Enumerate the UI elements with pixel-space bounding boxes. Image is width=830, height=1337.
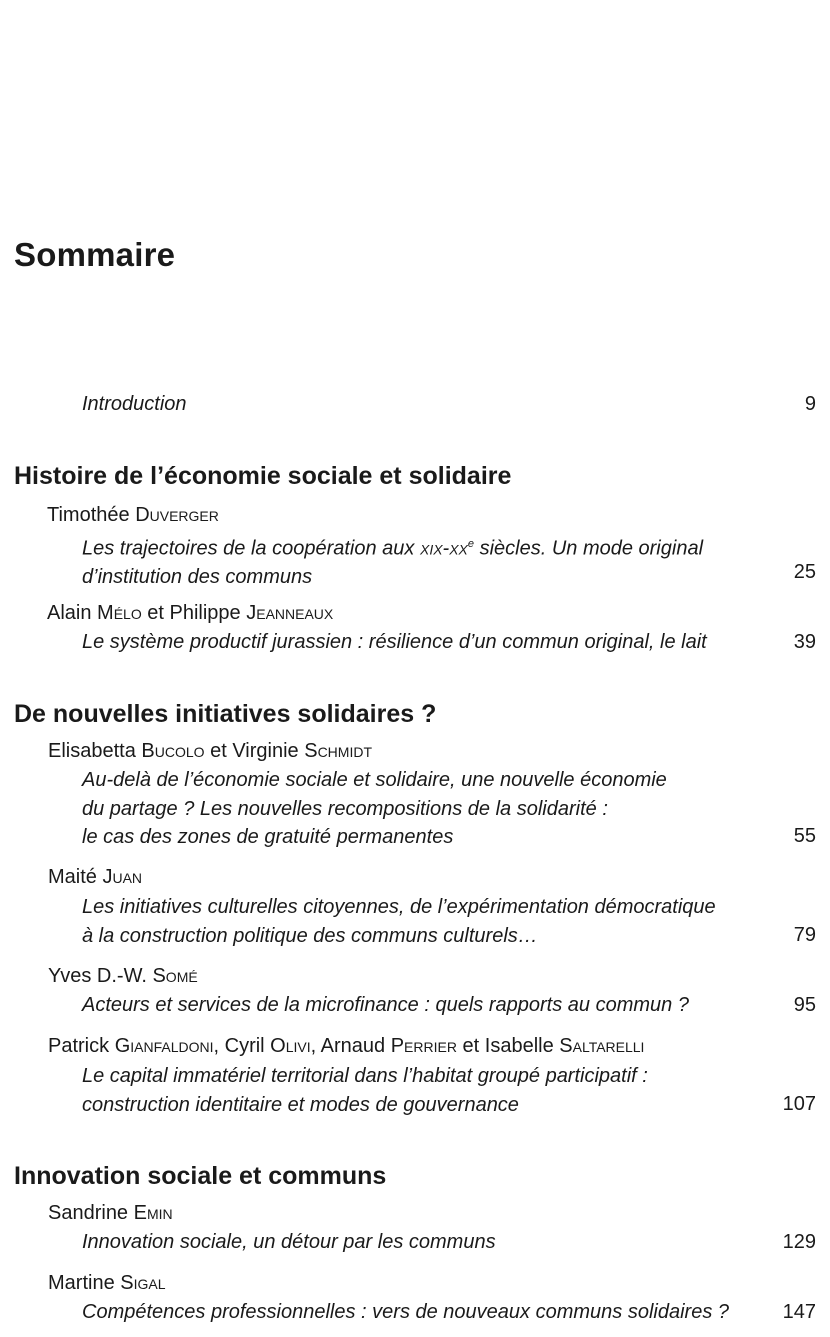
entry-author: Elisabetta Bucolo et Virginie Schmidt <box>48 740 373 762</box>
entry-page: 147 <box>782 1301 816 1323</box>
entry-article[interactable]: Au-delà de l’économie sociale et solidaire, une nouvelle économie du partage ? Les nouvelles recompositions de la solidarité : le cas des zones de gratuité permanentes <box>82 769 667 848</box>
entry-page: 55 <box>793 825 816 847</box>
entry-article[interactable]: Les initiatives culturelles citoyennes, de l’expérimentation démocratique à la construction politique des communs culturels… <box>82 896 716 947</box>
entry-author: Timothée Duverger <box>47 504 219 526</box>
entry-page: 95 <box>793 994 816 1016</box>
entry-author: Sandrine Emin <box>48 1202 173 1224</box>
entry-page: 129 <box>782 1231 816 1253</box>
entry-article[interactable]: Le système productif jurassien : résilience d’un commun original, le lait <box>82 631 707 653</box>
section-title-innovation: Innovation sociale et communs <box>14 1162 387 1190</box>
entry-article[interactable]: Innovation sociale, un détour par les communs <box>82 1231 496 1253</box>
entry-author: Martine Sigal <box>48 1272 166 1294</box>
entry-article[interactable]: Acteurs et services de la microfinance : quels rapports au commun ? <box>82 994 689 1016</box>
section-title-history: Histoire de l’économie sociale et solidaire <box>14 462 512 490</box>
entry-page: 79 <box>793 924 816 946</box>
entry-author: Alain Mélo et Philippe Jeanneaux <box>47 602 334 624</box>
entry-page: 39 <box>793 631 816 653</box>
entry-page: 25 <box>793 561 816 583</box>
section-title-initiatives: De nouvelles initiatives solidaires ? <box>14 700 437 728</box>
entry-author: Patrick Gianfaldoni, Cyril Olivi, Arnaud Perrier et Isabelle Saltarelli <box>48 1035 645 1057</box>
entry-author: Yves D.-W. Somé <box>48 965 198 987</box>
entry-article[interactable]: Compétences professionnelles : vers de nouveaux communs solidaires ? <box>82 1301 730 1323</box>
entry-page: 107 <box>782 1093 816 1115</box>
entry-article[interactable]: Les trajectoires de la coopération aux xix-$xx^e$ siècles. Un mode original d’institution des communs <box>82 537 704 589</box>
toc-intro-page: 9 <box>804 393 816 415</box>
entry-author: Maité Juan <box>48 866 143 888</box>
toc-intro-label[interactable]: Introduction <box>82 393 187 415</box>
page-title: Sommaire <box>14 236 176 273</box>
entry-article[interactable]: Le capital immatériel territorial dans l’habitat groupé participatif : construction identitaire et modes de gouvernance <box>82 1065 648 1116</box>
